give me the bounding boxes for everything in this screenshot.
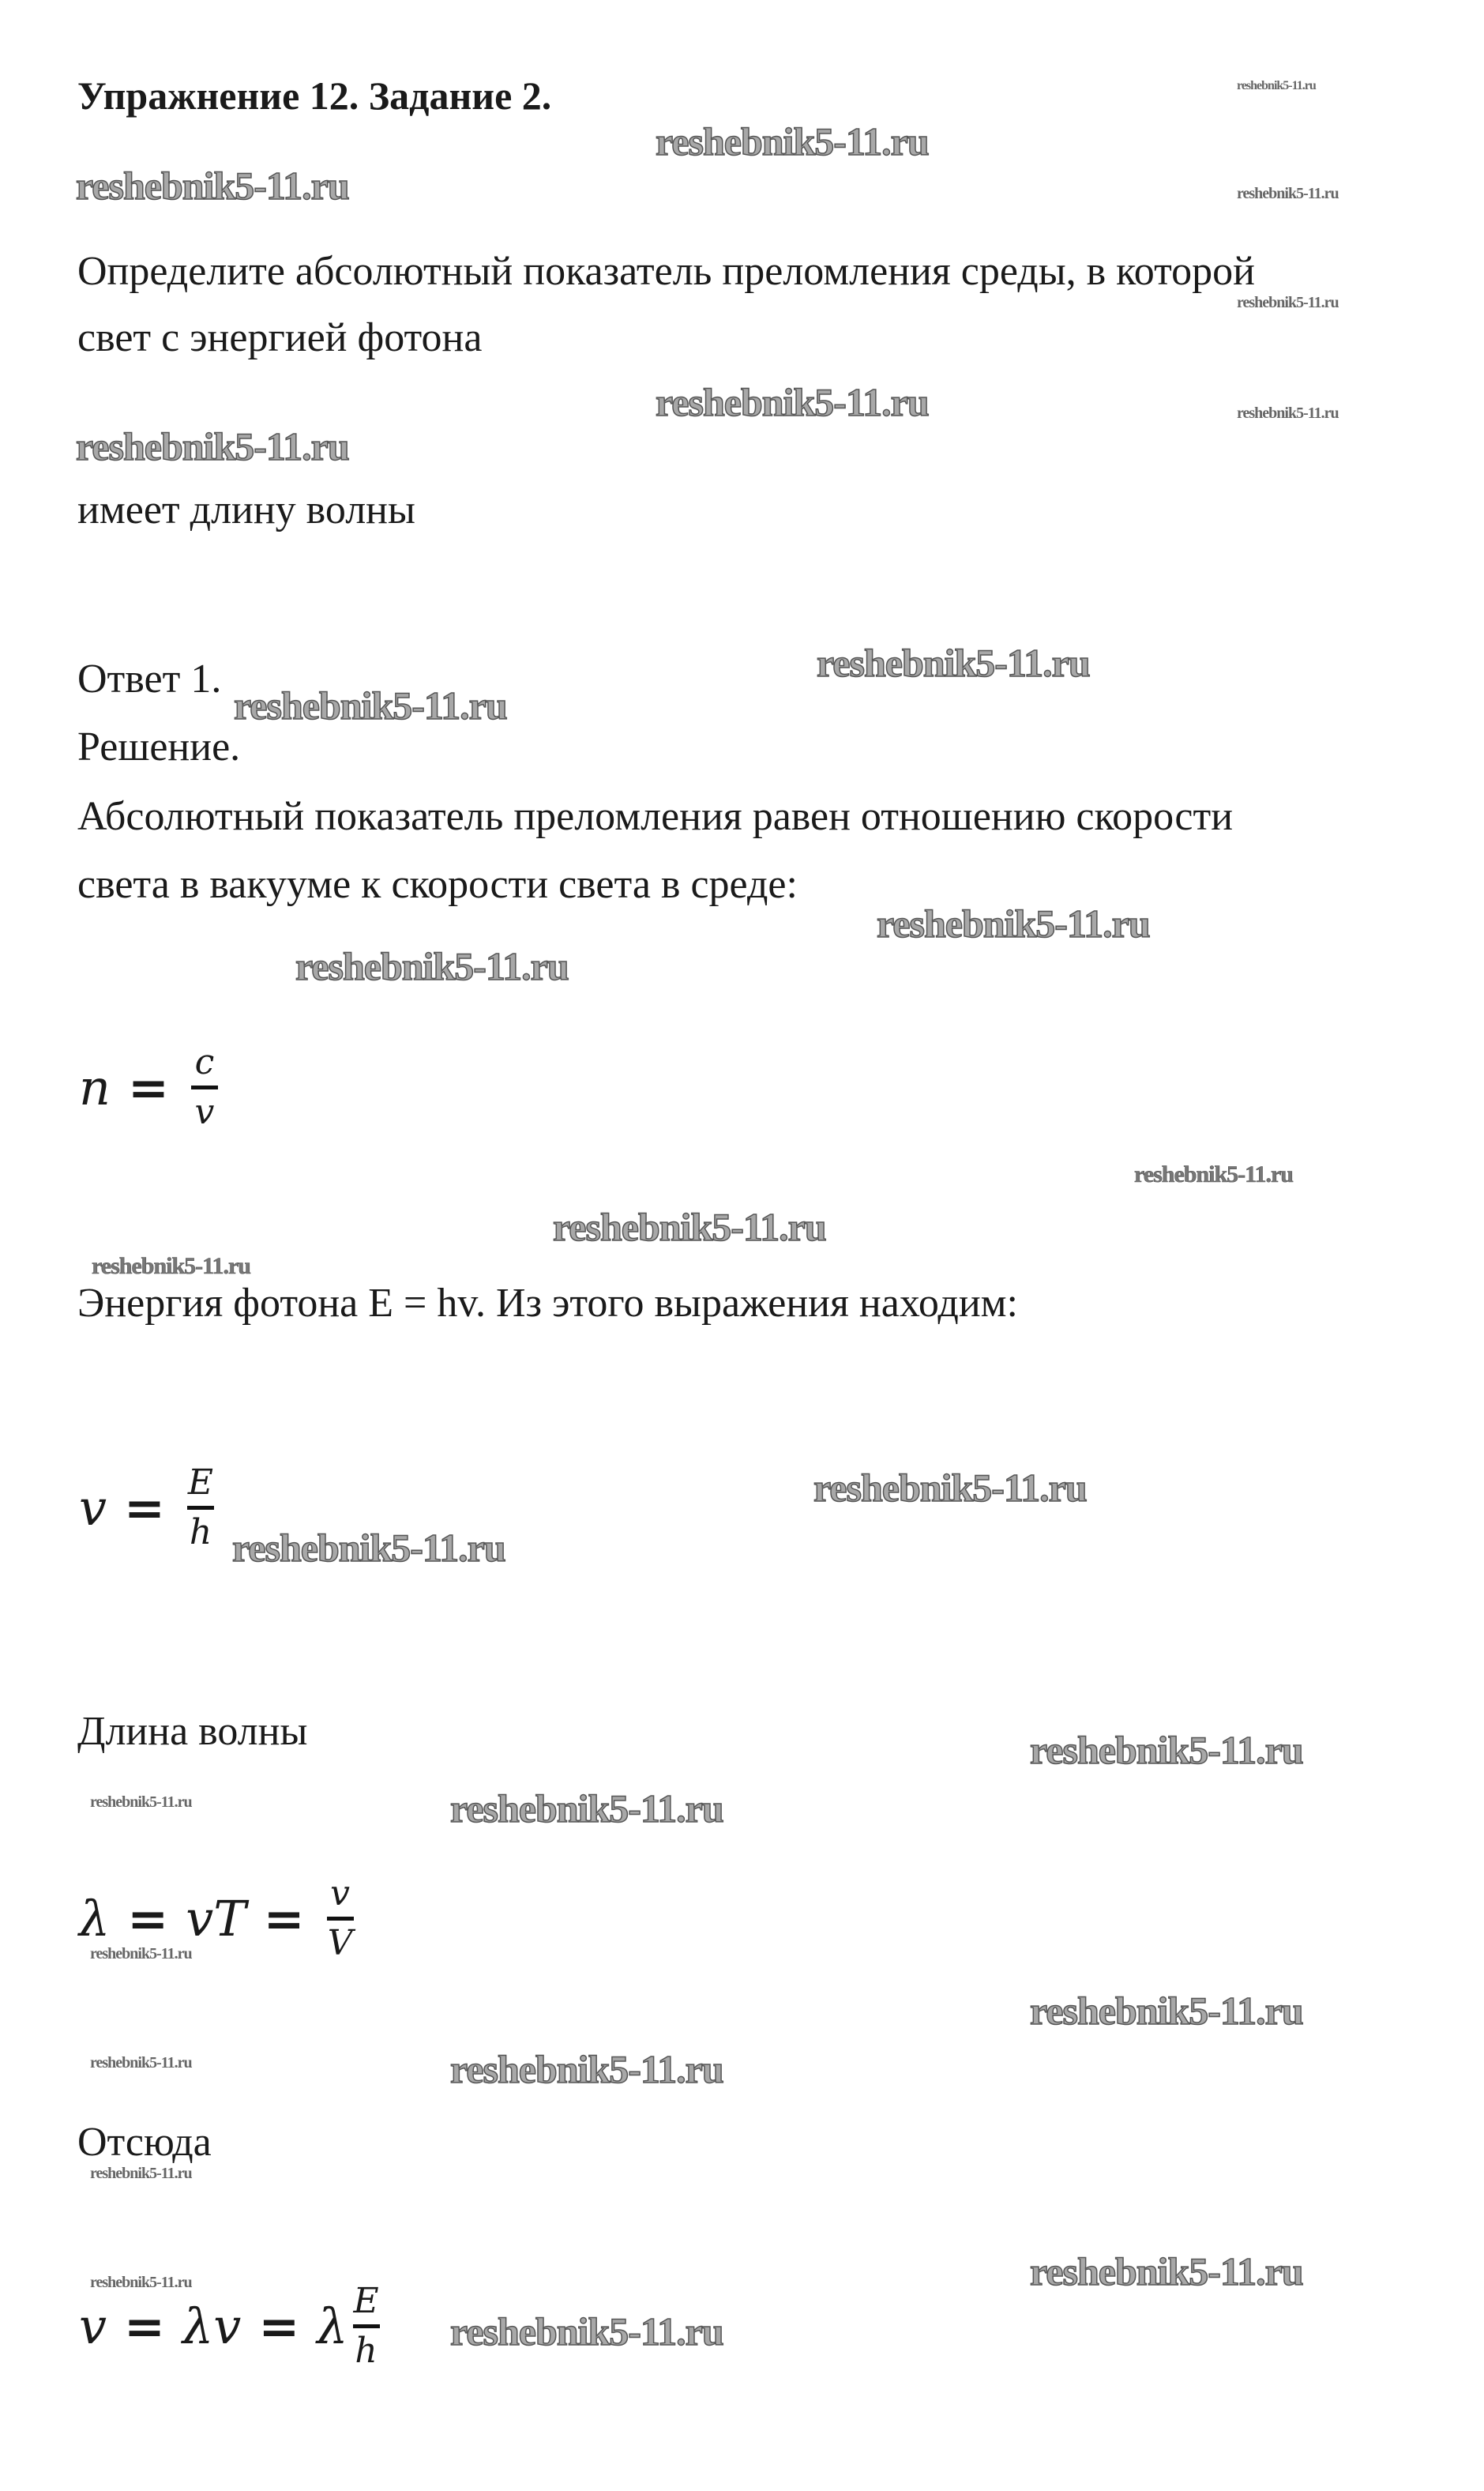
watermark: reshebnik5-11.ru bbox=[1237, 405, 1339, 422]
formula-coefficient: λ bbox=[317, 2297, 348, 2355]
watermark: reshebnik5-11.ru bbox=[76, 424, 349, 468]
formula-lhs: v bbox=[79, 1479, 107, 1537]
formula-lhs: n bbox=[79, 1059, 111, 1116]
watermark: reshebnik5-11.ru bbox=[450, 2309, 723, 2354]
watermark: reshebnik5-11.ru bbox=[90, 2274, 192, 2291]
fraction-bar bbox=[191, 1086, 218, 1089]
equals-sign: = bbox=[127, 1059, 169, 1116]
numerator: E bbox=[353, 2281, 379, 2321]
watermark: reshebnik5-11.ru bbox=[90, 1793, 192, 1811]
watermark: reshebnik5-11.ru bbox=[76, 164, 349, 208]
watermark: reshebnik5-11.ru bbox=[553, 1205, 826, 1249]
answer-text: Ответ 1. bbox=[77, 657, 222, 702]
formula-middle: vT bbox=[186, 1890, 246, 1947]
problem-text-line-3: имеет длину волны bbox=[77, 487, 415, 532]
fraction-bar bbox=[327, 1917, 354, 1921]
solution-text-line-5: Отсюда bbox=[77, 2120, 212, 2165]
watermark: reshebnik5-11.ru bbox=[90, 2165, 192, 2182]
equals-sign: = bbox=[127, 1890, 169, 1947]
watermark: reshebnik5-11.ru bbox=[656, 119, 929, 164]
fraction bbox=[327, 1874, 354, 1963]
watermark: reshebnik5-11.ru bbox=[1237, 79, 1316, 92]
numerator: c bbox=[194, 1042, 215, 1082]
solution-text-line-1: Абсолютный показатель преломления равен отношению скорости bbox=[77, 794, 1234, 839]
page-title: Упражнение 12. Задание 2. bbox=[77, 73, 552, 118]
watermark: reshebnik5-11.ru bbox=[234, 683, 507, 728]
problem-text-line-2: свет с энергией фотона bbox=[77, 315, 483, 360]
formula-middle: λv bbox=[182, 2297, 242, 2355]
watermark: reshebnik5-11.ru bbox=[813, 1466, 1087, 1510]
watermark: reshebnik5-11.ru bbox=[1237, 185, 1339, 202]
fraction-bar bbox=[353, 2324, 380, 2328]
watermark: reshebnik5-11.ru bbox=[232, 1526, 505, 1570]
denominator: v bbox=[194, 1092, 215, 1132]
numerator: v bbox=[330, 1873, 351, 1913]
fraction bbox=[191, 1043, 218, 1132]
solution-text-line-3: Энергия фотона E = hv. Из этого выражения находим: bbox=[77, 1281, 1018, 1326]
fraction bbox=[187, 1463, 214, 1552]
watermark: reshebnik5-11.ru bbox=[90, 1945, 192, 1962]
watermark: reshebnik5-11.ru bbox=[817, 641, 1090, 685]
watermark: reshebnik5-11.ru bbox=[295, 944, 569, 988]
equals-sign: = bbox=[258, 2297, 300, 2355]
formula-lhs: v bbox=[79, 2297, 107, 2355]
formula-speed bbox=[79, 2282, 380, 2371]
solution-heading: Решение. bbox=[77, 724, 241, 770]
equals-sign: = bbox=[124, 1479, 165, 1537]
fraction bbox=[353, 2282, 380, 2371]
problem-text-line-1: Определите абсолютный показатель преломления среды, в которой bbox=[77, 249, 1255, 294]
watermark: reshebnik5-11.ru bbox=[1237, 294, 1339, 311]
watermark: reshebnik5-11.ru bbox=[450, 1786, 723, 1831]
watermark: reshebnik5-11.ru bbox=[656, 380, 929, 424]
denominator: h bbox=[355, 2331, 378, 2371]
solution-text-line-2: света в вакууме к скорости света в среде: bbox=[77, 862, 798, 907]
fraction-bar bbox=[187, 1506, 214, 1510]
equals-sign: = bbox=[263, 1890, 305, 1947]
watermark: reshebnik5-11.ru bbox=[450, 2047, 723, 2091]
watermark: reshebnik5-11.ru bbox=[92, 1253, 250, 1279]
formula-refractive-index bbox=[79, 1043, 218, 1132]
equals-sign: = bbox=[124, 2297, 165, 2355]
watermark: reshebnik5-11.ru bbox=[1030, 2249, 1303, 2293]
watermark: reshebnik5-11.ru bbox=[1030, 1728, 1303, 1772]
formula-frequency bbox=[79, 1463, 214, 1552]
watermark: reshebnik5-11.ru bbox=[1030, 1989, 1303, 2033]
denominator: h bbox=[189, 1512, 212, 1552]
formula-lhs: λ bbox=[79, 1890, 111, 1947]
watermark: reshebnik5-11.ru bbox=[90, 2054, 192, 2071]
denominator: V bbox=[327, 1923, 353, 1963]
solution-text-line-4: Длина волны bbox=[77, 1709, 308, 1754]
watermark: reshebnik5-11.ru bbox=[877, 901, 1150, 946]
numerator: E bbox=[187, 1462, 214, 1503]
watermark: reshebnik5-11.ru bbox=[1134, 1161, 1293, 1187]
